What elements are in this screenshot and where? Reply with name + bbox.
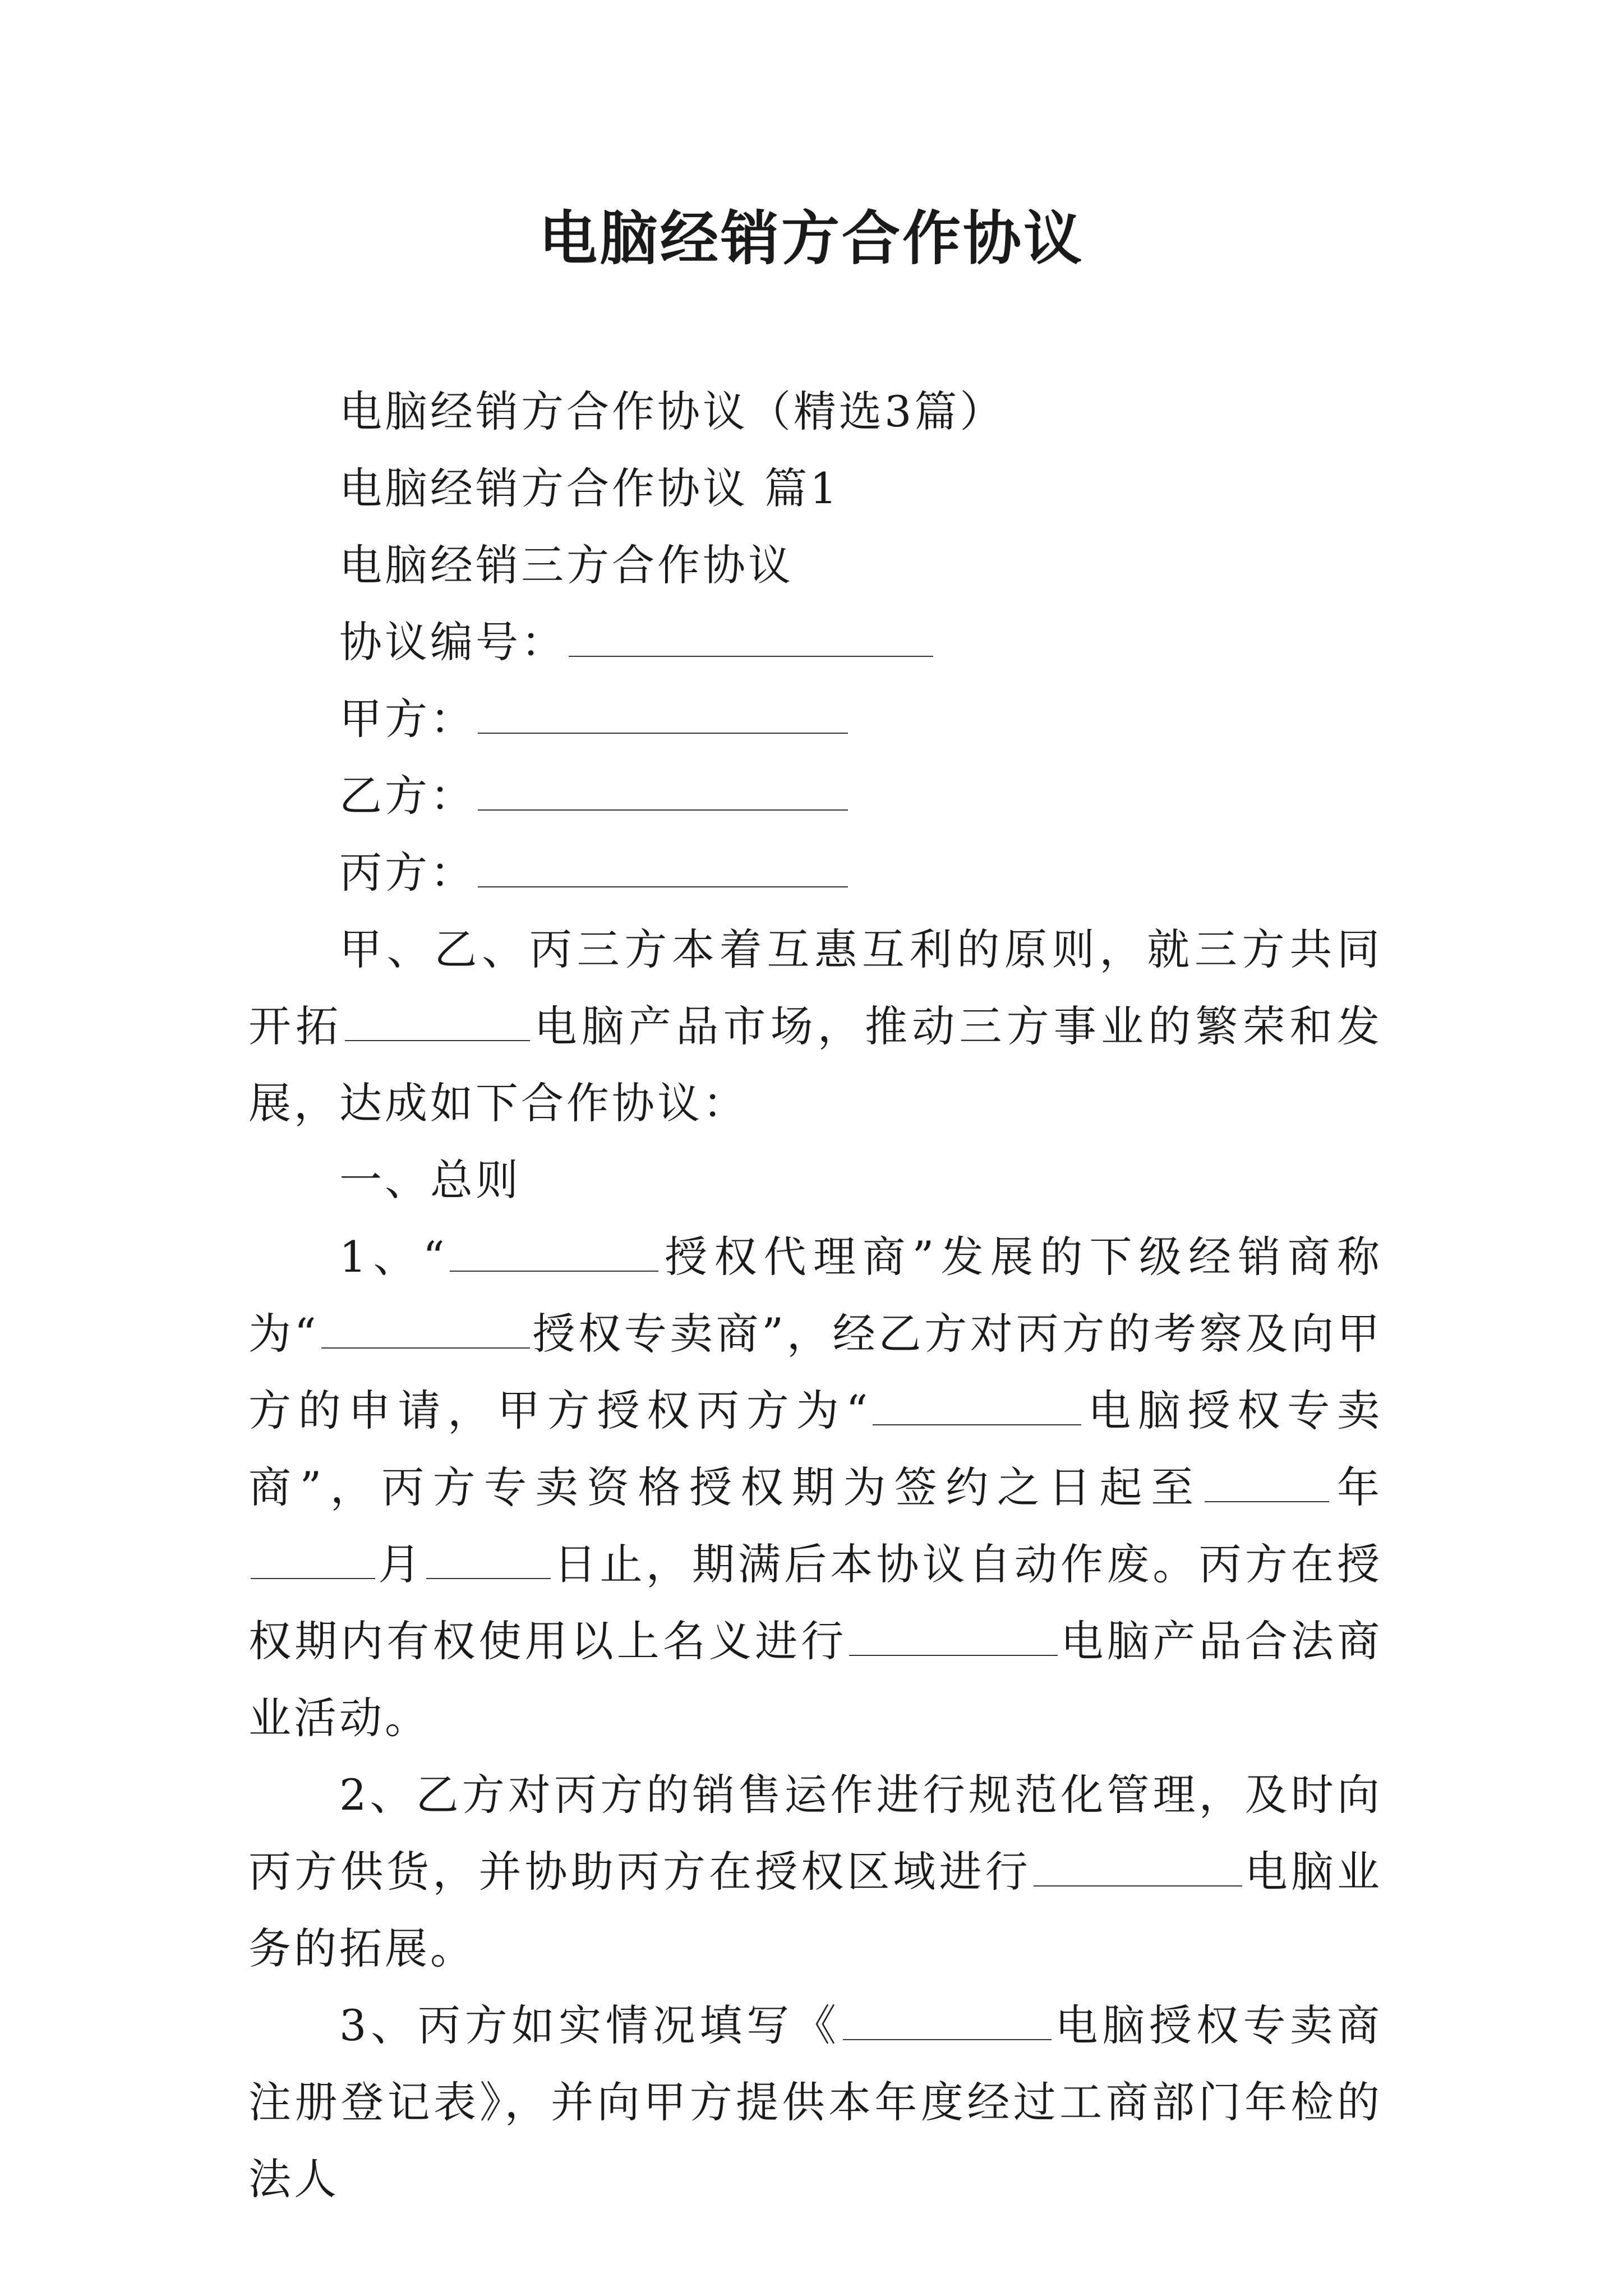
year-blank	[1205, 1496, 1329, 1502]
business-brand-blank	[1034, 1880, 1242, 1887]
clause-1-text-7: 日止，期满后本协议自动作废。丙方在授权期内有权使用以上名义进行	[248, 1539, 1383, 1666]
party-c-line	[248, 834, 1382, 911]
party-b-label: 乙方：	[339, 771, 476, 821]
document-body	[248, 373, 1382, 2217]
party-a-blank	[478, 727, 848, 734]
party-b-blank	[478, 804, 848, 811]
document-title: 电脑经销方合作协议	[538, 204, 1084, 273]
agreement-number-line	[248, 604, 1382, 680]
party-c-label: 丙方：	[339, 848, 476, 898]
clause-3-paragraph	[248, 1987, 1382, 2217]
clause-1-text-2: 授权代理商”发展的下级经销商称为“	[248, 1232, 1382, 1359]
product-brand-blank	[849, 1649, 1058, 1656]
dealer-name-blank	[321, 1342, 530, 1349]
intro-line: 电脑经销方合作协议（精选3篇）	[339, 386, 1006, 436]
clause-1-text-8: 电脑产品合法商业活动。	[248, 1616, 1383, 1743]
agent-name-blank	[450, 1265, 658, 1272]
party-b-line	[248, 757, 1382, 834]
clause-1-paragraph	[248, 1218, 1382, 1756]
registration-brand-blank	[843, 2033, 1052, 2040]
party-a-label: 甲方：	[339, 694, 476, 744]
part-heading: 电脑经销方合作协议 篇1	[339, 463, 840, 513]
month-blank	[251, 1572, 375, 1579]
clause-1-text-1: 1、“	[339, 1232, 448, 1282]
preamble-text-1: 甲、乙、丙三方本着互惠互利的原则，就三方共同开拓	[248, 924, 1382, 1051]
agreement-subtitle: 电脑经销三方合作协议	[339, 540, 794, 590]
clause-2-paragraph	[248, 1756, 1382, 1987]
section-heading-general: 一、总则	[339, 1155, 521, 1205]
clause-2-text-1: 2、乙方对丙方的销售运作进行规范化管理，及时向丙方供货，并协助丙方在授权区域进行	[248, 1770, 1382, 1897]
clause-1-year: 年	[1331, 1462, 1383, 1512]
clause-1-text-3: 授权专卖商”，经乙方对丙方的考察及向甲方的申请，甲方授权丙方为“	[248, 1309, 1382, 1435]
preamble-text-2: 电脑产品市场，推动三方事业的繁荣和发展，达成如下合作协议：	[248, 1001, 1383, 1128]
party-a-line	[248, 680, 1382, 757]
brand-blank	[873, 1419, 1081, 1425]
clause-3-text-1: 3、丙方如实情况填写《	[339, 2000, 841, 2050]
day-blank	[426, 1572, 551, 1579]
clause-1-month: 月	[377, 1539, 425, 1589]
preamble-paragraph	[248, 911, 1382, 1142]
agreement-number-blank	[569, 650, 933, 657]
clause-3-text-2: 电脑授权专卖商注册登记表》，并向甲方提供本年度经过工商部门年检的法人	[248, 2000, 1383, 2204]
clause-1-text-4: 电脑授权专卖商”，丙方专卖资格授权期为签约之日起至	[248, 1386, 1382, 1512]
clause-2-text-2: 电脑业务的拓展。	[248, 1847, 1383, 1973]
agreement-number-label: 协议编号：	[339, 617, 566, 667]
product-blank	[345, 1034, 530, 1041]
party-c-blank	[478, 881, 848, 887]
